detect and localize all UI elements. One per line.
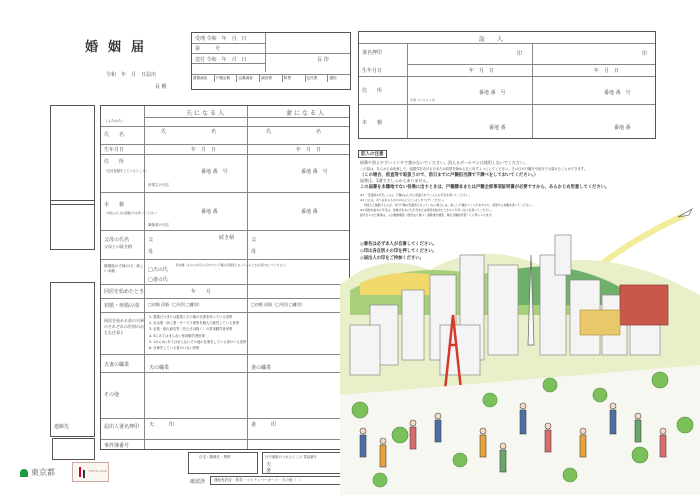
note-line: この届書を本籍地でない役場に出すときは、戸籍謄本または戸籍全部事項証明書が必要ですから、あらかじめ用意してください。 xyxy=(360,185,610,190)
relation-label: 続き柄 xyxy=(219,235,235,241)
wife-domicile[interactable]: 番地 番 xyxy=(301,209,318,215)
row-sub: （よみかた） xyxy=(104,119,125,123)
witness1-seal[interactable]: 印 xyxy=(517,51,523,57)
row-sub: （住民登録をしているところ） xyxy=(104,169,149,173)
household-work-options xyxy=(149,314,246,351)
wife-signature[interactable]: 妻 印 xyxy=(251,422,277,428)
row-sub: 父母との続き柄 xyxy=(104,244,132,249)
side-box-4 xyxy=(52,438,95,460)
wife-remarriage[interactable]: □初婚 再婚（□死別 □離別） xyxy=(251,302,305,307)
husband-surname-check[interactable]: □夫の氏 xyxy=(148,267,168,273)
note-bottom: ◎届出人の印をご持参ください。 xyxy=(360,256,424,261)
husband-address[interactable]: 番地 番 号 xyxy=(201,169,228,175)
side-contact-label: 連絡先 xyxy=(54,424,70,430)
contact-note: 自宅・勤務先・携帯 xyxy=(199,455,231,459)
note-line: 届書は、1通でさしつかえありません。 xyxy=(360,178,431,183)
check-cell: 調査票 xyxy=(260,75,283,82)
row-label-remarriage: 初婚・再婚の別 xyxy=(104,303,140,309)
work-option[interactable]: 3. 企業・個人商店等（官公庁は除く）の常用勤労者世帯 xyxy=(149,327,233,332)
wife-surname-check[interactable]: □妻の氏 xyxy=(148,277,168,283)
red-brick-station xyxy=(620,285,668,325)
airplane-trail xyxy=(600,215,685,265)
husband-remarriage[interactable]: □初婚 再婚（□死別 □離別） xyxy=(148,302,202,307)
row-label-birth: 生年月日 xyxy=(104,147,125,153)
main-table xyxy=(100,105,350,450)
row-label-signature: 届出人署名押印 xyxy=(104,424,140,430)
contact-label: 日中連絡のとれるところ 電話番号 xyxy=(265,455,317,459)
side-box-1 xyxy=(50,105,95,205)
witness2-birth[interactable]: 年 月 日 xyxy=(594,68,620,74)
received-date: 受理 令和 年 月 日 xyxy=(195,36,247,42)
row-label-address: 住 所 xyxy=(104,159,125,165)
tokyo-logo-text: 東京都 xyxy=(31,468,55,477)
note-small: 外国人と婚姻する人が、まだ戸籍の筆頭者となっていない場合には、新しい戸籍がつくられますので、希望する本籍を書いてください。 xyxy=(360,203,535,207)
new-domicile-label: 新本籍（左の□の氏の人がすでに戸籍の筆頭者となっているときは書かないでください） xyxy=(176,263,288,267)
note-line: （この場合、宿直等で取扱うので、前日までに戸籍担当課で下調べをしておいてください。） xyxy=(360,173,539,178)
tokyo-logo xyxy=(20,467,55,478)
husband-surname[interactable]: 氏 xyxy=(161,129,167,135)
work-option[interactable]: 6. 仕事をしている者のいない世帯 xyxy=(149,346,200,351)
witness-address-label: 住 所 xyxy=(362,88,383,94)
witness2-seal[interactable]: 印 xyxy=(642,51,648,57)
note-line: この届は、あらかじめ用意して、結婚式をあげる日または同居を始める日に出すようにしてください。その日が日曜日や祝日でも届けることができます。 xyxy=(360,167,588,171)
witness-signature-label: 署名押印 xyxy=(362,50,383,56)
work-option[interactable]: 5. 1から4にあてはまらないその他の仕事をしている者のいる世帯 xyxy=(149,339,247,344)
row-label-other: その他 xyxy=(104,392,120,398)
wife-address[interactable]: 番地 番 号 xyxy=(301,169,328,175)
witness-title: 証 人 xyxy=(479,36,504,43)
check-cell: 書類調査 xyxy=(192,75,215,82)
witness2-address[interactable]: 番地 番 号 xyxy=(604,90,631,96)
city-illustration xyxy=(340,195,700,495)
head-label: 筆頭者の氏名 xyxy=(148,223,169,227)
husband-domicile[interactable]: 番地 番 xyxy=(201,209,218,215)
sent-date: 送付 令和 年 月 日 xyxy=(195,57,247,63)
wife-given[interactable]: 名 xyxy=(316,129,322,135)
check-cell: 通知 xyxy=(329,76,337,80)
confirm-box xyxy=(210,476,350,485)
chief-seal: 長 印 xyxy=(317,57,329,63)
row-label-new-name: 婚姻後の夫婦の氏・新しい本籍 xyxy=(104,264,144,273)
form-title: 婚姻届 xyxy=(85,40,155,55)
contact-wife: 妻 xyxy=(266,468,272,474)
husband-given[interactable]: 名 xyxy=(211,129,217,135)
received-number: 第 号 xyxy=(195,46,221,52)
col-wife: 妻になる人 xyxy=(286,110,327,117)
side-box-2 xyxy=(50,200,95,250)
row-label-cohabit: 同居を始めたとき xyxy=(104,289,145,295)
phone-box xyxy=(262,452,350,474)
husband-father[interactable]: 父 xyxy=(148,237,154,243)
note-small: ※2 □には、あてはまるものに☑のようにしるしをつけてください。 xyxy=(360,198,446,202)
witness-address-note: 方書 マンション名 xyxy=(410,98,435,102)
confirm-label: 確認済 xyxy=(190,479,206,485)
work-option[interactable]: 2. 自由業・商工業・サービス業等を個人で経営している世帯 xyxy=(149,321,239,326)
note-bottom: ◎署名は必ず本人が自署してください。 xyxy=(360,242,437,247)
cohabit-date[interactable]: 年 月 xyxy=(191,289,212,295)
row-label-occupation: 夫妻の職業 xyxy=(104,362,130,368)
work-option[interactable]: 4. 3にあてはまらない常用勤労者世帯 xyxy=(149,333,205,338)
marriage-form xyxy=(40,20,350,485)
wife-surname[interactable]: 氏 xyxy=(266,129,272,135)
row-label-household-work: 同居を始める前の夫婦のそれぞれの世帯のおもな仕事と xyxy=(104,318,144,335)
husband-mother[interactable]: 母 xyxy=(148,249,154,255)
check-cell: 記載調査 xyxy=(237,75,260,82)
note-small: ※3 同居を始めた年月は、結婚式をあげた年月または同居を始めたときのうち早いほうを書いてください。 xyxy=(360,208,494,212)
witness-table xyxy=(358,31,656,139)
check-cells xyxy=(192,75,350,82)
witness-domicile-label: 本 籍 xyxy=(362,120,383,126)
wife-birth[interactable]: 年 月 日 xyxy=(296,147,322,153)
form-date: 令和 年 月 日届出 xyxy=(106,72,157,78)
reception-box xyxy=(191,32,351,90)
note-small: 届け出られた事項は、人口動態調査（統計法に基づく基幹統計調査、厚生労働省所管）にも用いられます。 xyxy=(360,213,495,217)
notes-heading: 記入の注意 xyxy=(358,150,387,158)
wife-occupation[interactable]: 妻の職業 xyxy=(251,365,272,371)
witness1-domicile[interactable]: 番地 番 xyxy=(489,125,506,131)
note-line: 鉛筆や消えやすいインキで書かないでください。消えるボールペンは使用しないでください。 xyxy=(360,160,528,165)
note-bottom: ◎印は各自別々の印を押してください。 xyxy=(360,249,437,254)
work-option[interactable]: 1. 農業だけまたは農業とその他の仕事を持っている世帯 xyxy=(149,315,233,319)
confirm-note: 運転免許証・旅券・マイナンバーカード・その他（ ） xyxy=(214,478,304,482)
check-cell: 附票 xyxy=(283,75,306,82)
wife-father[interactable]: 父 xyxy=(251,237,257,243)
wife-mother[interactable]: 母 xyxy=(251,249,257,255)
form-addressee: 長 殿 xyxy=(155,84,167,90)
row-label-case-number: 事件簿番号 xyxy=(104,443,130,449)
ginkgo-icon xyxy=(20,469,28,477)
row-sub: （外国人のときは国籍だけを書いてください） xyxy=(104,212,159,215)
row-label-parents: 父母の氏名 xyxy=(104,237,130,243)
contact-husband: 夫 xyxy=(266,462,272,468)
partner-logo-text: TOKYO LOVE xyxy=(88,469,107,473)
airplane-icon xyxy=(678,209,692,217)
check-cell: 住民票 xyxy=(306,75,329,82)
note-small: ※1 「筆頭者の氏名」には、戸籍のはじめに記載されている人の氏名を書いてください。 xyxy=(360,193,472,197)
contact-box xyxy=(188,452,258,474)
side-box-3 xyxy=(50,282,95,437)
witness1-birth[interactable]: 年 月 日 xyxy=(469,68,495,74)
check-cell: 戸籍記載 xyxy=(215,75,238,82)
witness2-domicile[interactable]: 番地 番 xyxy=(614,125,631,131)
partner-logo xyxy=(72,462,109,482)
witness-birth-label: 生年月日 xyxy=(362,68,383,74)
col-husband: 夫になる人 xyxy=(186,110,227,117)
husband-birth[interactable]: 年 月 日 xyxy=(191,147,217,153)
witness1-address[interactable]: 番地 番 号 xyxy=(479,90,506,96)
row-label-name: 氏 名 xyxy=(104,132,125,138)
husband-occupation[interactable]: 夫の職業 xyxy=(149,365,170,371)
householder-label: 世帯主の氏名 xyxy=(148,183,169,187)
husband-signature[interactable]: 夫 印 xyxy=(149,422,175,428)
row-label-domicile: 本 籍 xyxy=(104,202,125,208)
